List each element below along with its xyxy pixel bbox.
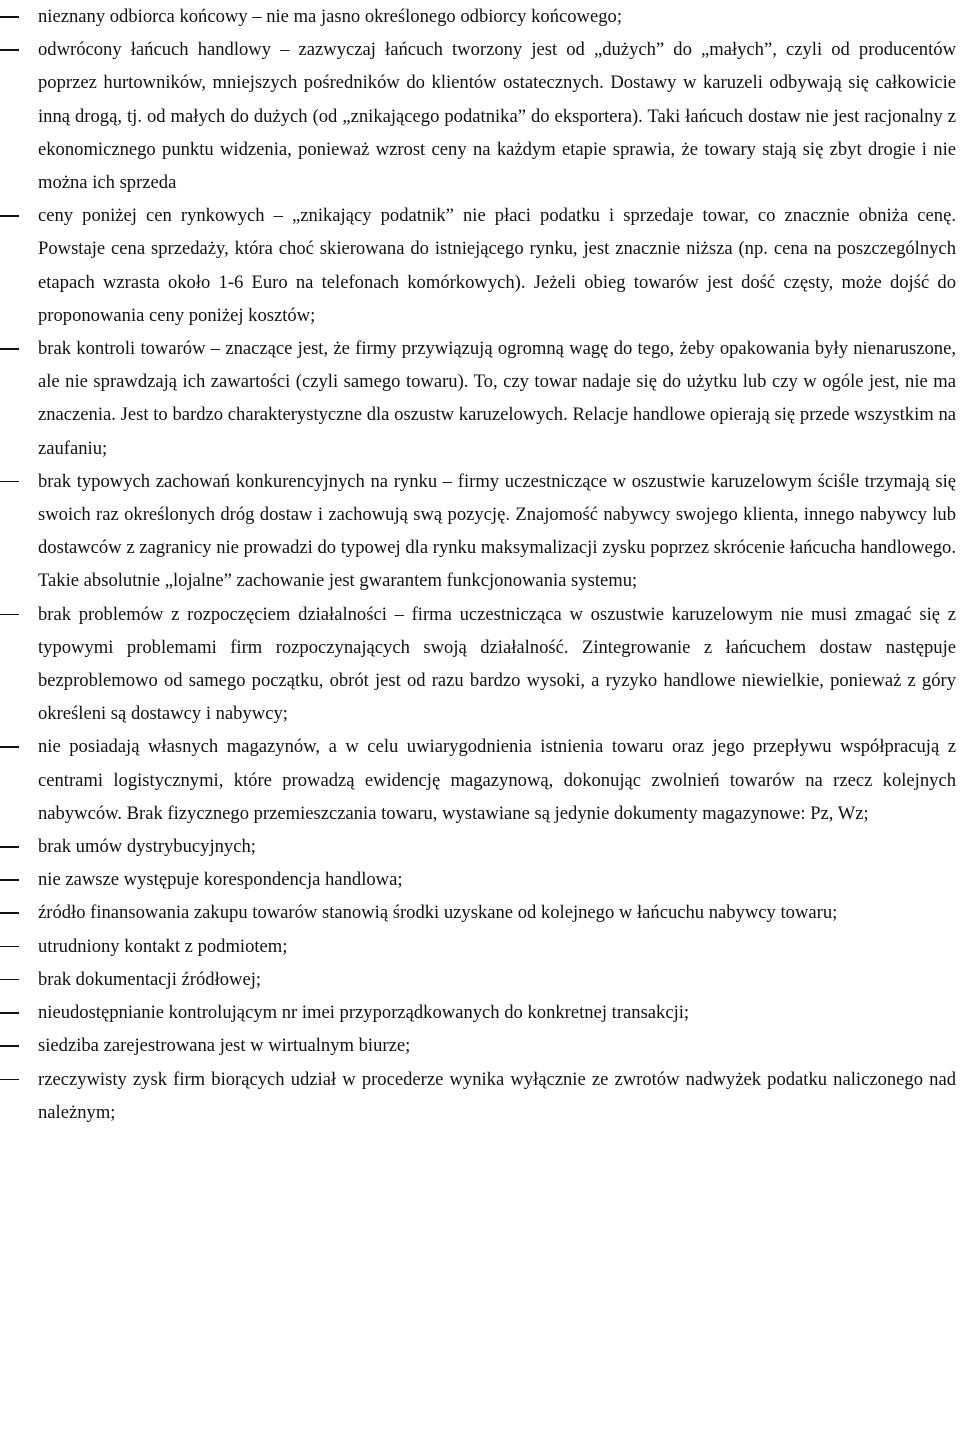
dash-bullet-icon bbox=[0, 879, 19, 881]
dash-bullet-icon bbox=[0, 348, 19, 350]
list-item-text: nieznany odbiorca końcowy – nie ma jasno określonego odbiorcy końcowego; bbox=[38, 6, 622, 27]
dash-bullet-icon bbox=[0, 16, 19, 18]
list-item bbox=[0, 1063, 960, 1129]
list-item-text: brak typowych zachowań konkurencyjnych na rynku – firmy uczestniczące w oszustwie karuzelowym ściśle trzymają się swoich raz określonych dróg dostaw i zachowują swą pozycję. Znajomość nabywcy swojego klienta, innego nabywcy lub dostawców z zagranicy nie prowadzi do typowej dla rynku maksymalizacji zysku poprzez skrócenie łańcucha handlowego. Takie absolutnie „lojalne” zachowanie jest gwarantem funkcjonowania systemu; bbox=[38, 470, 956, 592]
list-item bbox=[0, 996, 960, 1029]
list-item bbox=[0, 930, 960, 963]
list-item-text: utrudniony kontakt z podmiotem; bbox=[38, 935, 288, 957]
list-item bbox=[0, 863, 960, 896]
list-item bbox=[0, 730, 960, 830]
list-item-text: brak dokumentacji źródłowej; bbox=[38, 968, 262, 990]
list-item-text: odwrócony łańcuch handlowy – zazwyczaj łańcuch tworzony jest od „dużych” do „małych”, czyli od producentów poprzez hurtowników, mniejszych pośredników do klientów ostatecznych. Dostawy w karuzeli odbywają się całkowicie inną drogą, tj. od małych do dużych (od „znikającego podatnika” do eksportera). Taki łańcuch dostaw nie jest racjonalny z ekonomicznego punktu widzenia, ponieważ wzrost ceny na każdym etapie sprawia, że towary stają się zbyt drogie i nie można ich sprzeda bbox=[38, 39, 956, 194]
list-item bbox=[0, 963, 960, 996]
list-item-text: nie zawsze występuje korespondencja handlowa; bbox=[38, 869, 403, 891]
dash-bullet-icon bbox=[0, 49, 19, 51]
list-item bbox=[0, 33, 960, 199]
dash-bullet-icon bbox=[0, 215, 19, 217]
list-item-text: rzeczywisty zysk firm biorących udział w procederze wynika wyłącznie ze zwrotów nadwyżek podatku naliczonego nad należnym; bbox=[38, 1068, 956, 1123]
list-item bbox=[0, 598, 960, 731]
list-item-text: źródło finansowania zakupu towarów stanowią środki uzyskane od kolejnego w łańcuchu nabywcy towaru; bbox=[38, 902, 838, 924]
list-item-text: brak problemów z rozpoczęciem działalności – firma uczestnicząca w oszustwie karuzelowym nie musi zmagać się z typowymi problemami firm rozpoczynających swoją działalność. Zintegrowanie z łańcuchem dostaw następuje bezproblemowo od samego początku, obrót jest od razu bardzo wysoki, a ryzyko handlowe niewielkie, ponieważ z góry określeni są dostawcy i nabywcy; bbox=[38, 603, 956, 725]
list-item bbox=[0, 199, 960, 332]
list-item bbox=[0, 332, 960, 465]
dash-bullet-icon bbox=[0, 946, 19, 948]
list-item bbox=[0, 896, 960, 929]
list-item-text: brak kontroli towarów – znaczące jest, że firmy przywiązują ogromną wagę do tego, żeby opakowania były nienaruszone, ale nie sprawdzają ich zawartości (czyli samego towaru). To, czy towar nadaje się do użytku lub czy w ogóle jest, nie ma znaczenia. Jest to bardzo charakterystyczne dla oszustw karuzelowych. Relacje handlowe opierają się przede wszystkim na zaufaniu; bbox=[38, 338, 956, 459]
dash-bullet-icon bbox=[0, 979, 19, 981]
list-item-text: ceny poniżej cen rynkowych – „znikający podatnik” nie płaci podatku i sprzedaje towar, co znacznie obniża cenę. Powstaje cena sprzedaży, która choć skierowana do istniejącego rynku, jest znacznie niższa (np. cena na poszczególnych etapach wzrasta około 1-6 Euro na telefonach komórkowych). Jeżeli obieg towarów jest dość częsty, może dojść do proponowania ceny poniżej kosztów; bbox=[38, 205, 956, 326]
list-item bbox=[0, 1029, 960, 1062]
dash-bullet-icon bbox=[0, 912, 19, 914]
list-item-text: nieudostępnianie kontrolującym nr imei przyporządkowanych do konkretnej transakcji; bbox=[38, 1002, 690, 1024]
list-item bbox=[0, 0, 960, 33]
dash-bullet-icon bbox=[0, 481, 19, 483]
list-item-text: brak umów dystrybucyjnych; bbox=[38, 836, 256, 858]
list-item bbox=[0, 465, 960, 598]
dash-bullet-icon bbox=[0, 1012, 19, 1014]
dash-bullet-icon bbox=[0, 614, 19, 616]
list-item-text: nie posiadają własnych magazynów, a w celu uwiarygodnienia istnienia towaru oraz jego przepływu współpracują z centrami logistycznymi, które prowadzą ewidencję magazynową, dokonując zwolnień towarów na rzecz kolejnych nabywców. Brak fizycznego przemieszczania towaru, wystawiane są jedynie dokumenty magazynowe: Pz, Wz; bbox=[38, 736, 956, 824]
dash-bullet-icon bbox=[0, 746, 19, 748]
list-item bbox=[0, 830, 960, 863]
dash-bullet-icon bbox=[0, 1045, 19, 1047]
dash-bullet-icon bbox=[0, 1079, 19, 1081]
dash-bullet-icon bbox=[0, 846, 19, 848]
list-item-text: siedziba zarejestrowana jest w wirtualnym biurze; bbox=[38, 1035, 411, 1057]
